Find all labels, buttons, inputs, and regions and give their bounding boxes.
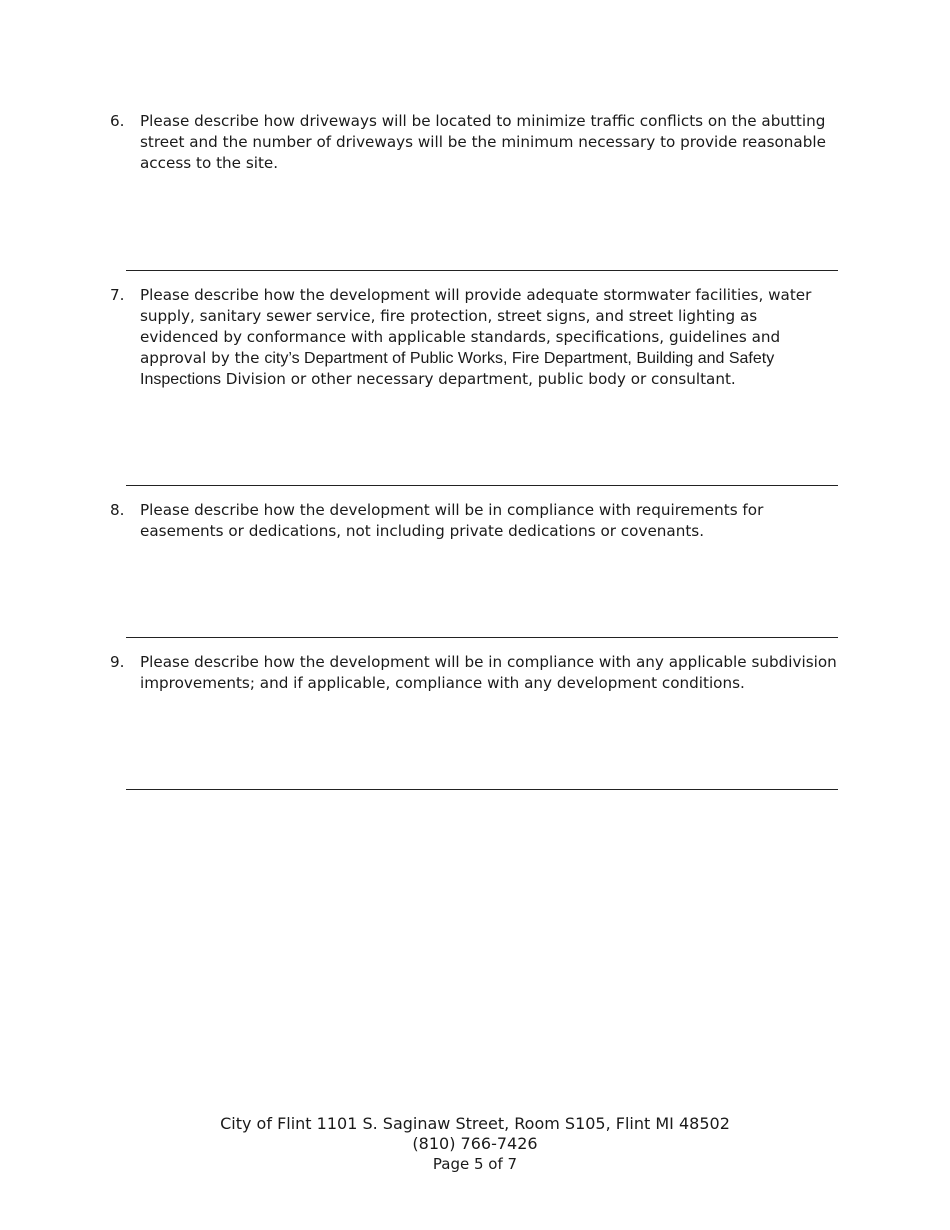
question-text-part: city’s Department of Public Works, Fire Department, Building and Safety Inspections bbox=[140, 350, 775, 388]
question-number: 7. bbox=[110, 286, 125, 304]
question-text: Please describe how the development will be in compliance with any applicable subdivision improvements; and if applicable, compliance with any development conditions. bbox=[140, 653, 837, 692]
question-text bbox=[140, 285, 840, 390]
question-number: 8. bbox=[110, 501, 125, 519]
footer-address: City of Flint 1101 S. Saginaw Street, Room S105, Flint MI 48502 bbox=[220, 1114, 730, 1133]
question-6 bbox=[110, 111, 840, 174]
question-number: 9. bbox=[110, 653, 125, 671]
question-text-part: Division or other necessary department, public body or consultant. bbox=[225, 370, 736, 388]
question-text: Please describe how driveways will be located to minimize traffic conflicts on the abutting street and the number of driveways will be the minimum necessary to provide reasonable access to the site. bbox=[140, 112, 826, 172]
answer-line-7[interactable] bbox=[126, 485, 838, 486]
answer-line-9[interactable] bbox=[126, 789, 838, 790]
question-8 bbox=[110, 500, 840, 542]
footer-page-number: Page 5 of 7 bbox=[432, 1155, 518, 1173]
question-text: Please describe how the development will be in compliance with requirements for easements or dedications, not including private dedications or covenants. bbox=[140, 501, 764, 540]
page-footer bbox=[0, 1113, 950, 1174]
question-text-part: Please describe how the development will provide adequate stormwater facilities, water supply, sanitary sewer service, fire protection, street signs, and street lighting as evidenced by conformance with applicable standards, specifications, guidelines and approval by the bbox=[140, 286, 812, 367]
question-9 bbox=[110, 652, 840, 694]
footer-phone: (810) 766-7426 bbox=[412, 1134, 538, 1153]
question-number: 6. bbox=[110, 112, 125, 130]
question-7 bbox=[110, 285, 840, 390]
answer-line-6[interactable] bbox=[126, 270, 838, 271]
answer-line-8[interactable] bbox=[126, 637, 838, 638]
